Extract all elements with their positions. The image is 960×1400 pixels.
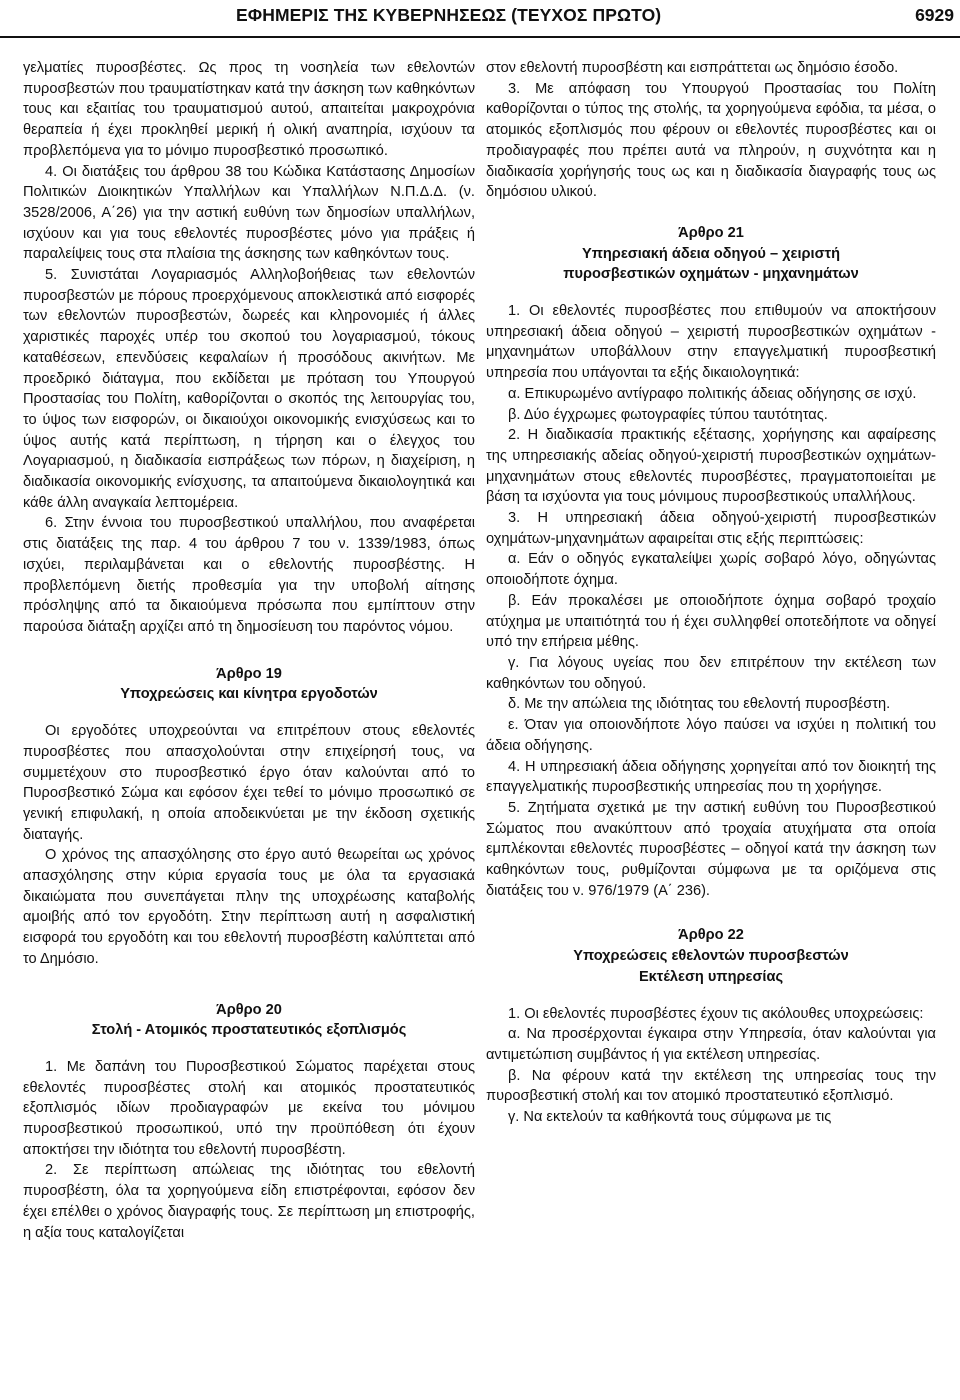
paragraph-continued: στον εθελοντή πυροσβέστη και εισπράττεται ως δημόσιο έσοδο. [486,60,899,76]
article-20-paragraph-2: 2. Σε περίπτωση απώλειας της ιδιότητας του εθελοντή πυροσβέστη, όλα τα χορηγούμενα είδη επιστρέφονται, εφόσον δεν έχει επέλθει ο χρόνος διαγραφής τους. Σε περίπτωση μη επιστροφής, η αξία τους καταλογίζεται [23,1162,475,1241]
left-column [23,58,475,1243]
article-22-item-c: γ. Να εκτελούν τα καθήκοντά τους σύμφωνα με τις [508,1109,832,1126]
paragraph-6: 6. Στην έννοια του πυροσβεστικού υπαλλήλου, που αναφέρεται στις διατάξεις της παρ. 4 του άρθρου 7 του ν. 1339/1983, όπως ισχύει, περιλαμβάνεται και ο εθελοντής πυροσβέστης. Η προβλεπόμενη διετής προθεσμία για την υποβολή αίτησης πρόσληψης από τα δικαιούμενα πρόσωπα που εμπίπτουν στην παρούσα διάταξη αρχίζει από τη δημοσίευση του παρόντος νόμου. [23,515,475,635]
article-21-paragraph-3: 3. Η υπηρεσιακή άδεια οδηγού-χειριστή πυροσβεστικών οχημάτων-μηχανημάτων αφαιρείται στις εξής περιπτώσεις: [486,510,936,547]
article-21-item-3a: α. Εάν ο οδηγός εγκαταλείψει χωρίς σοβαρό λόγο, οδηγώντας οποιοδήποτε όχημα. [486,551,936,589]
right-column [486,58,936,1128]
article-21-item-3b: β. Εάν προκαλέσει με οποιοδήποτε όχημα σοβαρό τροχαίο ατύχημα με υπαιτιότητά του ή έχει συλληφθεί οποτεδήποτε να οδηγεί υπό την επήρεια μέθης. [486,592,936,651]
article-19-number: Άρθρο 19 [216,665,282,682]
article-22-number: Άρθρο 22 [678,927,744,944]
article-21-title: Υπηρεσιακή άδεια οδηγού – χειριστή πυροσβεστικών οχημάτων - μηχανημάτων [563,245,859,283]
gazette-title: ΕΦΗΜΕΡΙΣ ΤΗΣ ΚΥΒΕΡΝΗΣΕΩΣ (ΤΕΥΧΟΣ ΠΡΩΤΟ) [236,5,662,25]
article-21-paragraph-5: 5. Ζητήματα σχετικά με την αστική ευθύνη του Πυροσβεστικού Σώματος που ανακύπτουν από τροχαία ατυχήματα στα οποία εμπλέκονται εθελοντές πυροσβέστες – οδηγοί κατά την άσκηση των καθηκόντων τους, ρυθμίζονται σύμφωνα με τα οριζόμενα στις διατάξεις του ν. 976/1979 (Α΄ 236). [486,799,936,899]
article-21-paragraph-1: 1. Οι εθελοντές πυροσβέστες που επιθυμούν να αποκτήσουν υπηρεσιακή άδεια οδηγού – χειριστή πυροσβεστικών οχημάτων - μηχανημάτων υποβάλλουν στην επαγγελματική πυροσβεστική υπηρεσία που υπάγονται τα εξής δικαιολογητικά: [486,303,936,382]
article-19 [23,664,475,970]
article-21-paragraph-2: 2. Η διαδικασία πρακτικής εξέτασης, χορήγησης και αφαίρεσης της υπηρεσιακής αδείας οδηγού-χειριστή πυροσβεστικών οχημάτων-μηχανημάτων στους εθελοντές πυροσβέστες, πραγματοποιείται με βάση τα ισχύοντα για τους μόνιμους πυροσβεστικούς υπαλλήλους. [486,427,936,506]
article-21-item-3e: ε. Όταν για οποιονδήποτε λόγο παύσει να ισχύει η πολιτική του άδεια οδήγησης. [486,717,936,754]
paragraph-3: 3. Με απόφαση του Υπουργού Προστασίας του Πολίτη καθορίζονται ο τύπος της στολής, τα χορηγούμενα εφόδια, τα μέσα, ο ατομικός εξοπλισμός που φέρουν οι εθελοντές πυροσβέστες και οι προδιαγραφές που πρέπει αυτά να πληρούν, η συχνότητα και η διαδικασία χορήγησής τους ως και η διαδικασία διαγραφής τους ως δημόσιου υλικού. [486,80,936,201]
article-19-paragraph-1: Οι εργοδότες υποχρεούνται να επιτρέπουν στους εθελοντές πυροσβέστες που απασχολούνται στην επιχείρησή τους, να συμμετέχουν στο πυροσβεστικό έργο όταν καλούνται από το Πυροσβεστικό Σώμα και εφόσον έχει τεθεί το μόνιμο προσωπικό σε γενική επιφυλακή, η οποία αποδεικνύεται με την έκδοση σχετικής διαταγής. [23,723,475,843]
article-20-number: Άρθρο 20 [216,1001,282,1018]
page-header [0,0,960,40]
article-19-title: Υποχρεώσεις και κίνητρα εργοδοτών [120,686,378,703]
paragraph-4: 4. Οι διατάξεις του άρθρου 38 του Κώδικα Κατάστασης Δημοσίων Πολιτικών Διοικητικών Υπαλλήλων και Υπαλλήλων Ν.Π.Δ.Δ. (ν. 3528/2006, Α΄26) για την αστική ευθύνη των δημοσίων υπαλλήλων, ισχύουν και για τους εθελοντές πυροσβέστες μόνο για πράξεις ή παραλείψεις τους στα πλαίσια της άσκησης των καθηκόντων τους. [23,163,475,263]
article-21-item-3c: γ. Για λόγους υγείας που δεν επιτρέπουν την εκτέλεση των καθηκόντων του οδηγού. [486,654,936,692]
article-21-item-3d: δ. Με την απώλεια της ιδιότητας του εθελοντή πυροσβέστη. [508,696,891,713]
article-22 [486,925,936,1127]
paragraph-5: 5. Συνιστάται Λογαριασμός Αλληλοβοήθειας των εθελοντών πυροσβεστών με πόρους προερχόμενους αποκλειστικά από εισφορές των εθελοντών πυροσβεστών, δωρεές και κληρονομιές ή άλλες χαριστικές παροχές υπέρ του σκοπού του λογαριασμού, τόκους καταθέσεων, επενδύσεις κεφαλαίων ή προσόδους ακινήτων. Με προεδρικό διάταγμα, που εκδίδεται με πρόταση του Υπουργού Προστασίας του Πολίτη, καθορίζονται ο σκοπός της λειτουργίας του, το ύψος των εισφορών, οι δικαιούχοι οικονομικής ενισχύσεως και το ύψος αυτής κατά περίπτωση, η τήρηση και ο έλεγχος του Λογαριασμού, η διαδικασία εισπράξεως των πόρων, η διαχείριση, η διαδικασία οικονομικής ενίσχυσης, τα απαιτούμενα δικαιολογητικά και κάθε άλλη αναγκαία λεπτομέρεια. [23,267,475,511]
article-21 [486,223,936,902]
paragraph-continued: γελματίες πυροσβέστες. Ως προς τη νοσηλεία των εθελοντών πυροσβεστών που τραυματίστηκαν κατά την άσκηση των καθηκόντων τους και εξαιτίας του τραυματισμού αυτού, απαιτείται μακροχρόνια θεραπεία ή έχει προκληθεί μερική ή ολική αναπηρία, ισχύουν τα προβλεπόμενα για το μόνιμο πυροσβεστικό προσωπικό. [23,60,475,159]
article-20-title: Στολή - Ατομικός προστατευτικός εξοπλισμός [91,1022,407,1039]
article-21-item-b: β. Δύο έγχρωμες φωτογραφίες τύπου ταυτότητας. [508,406,828,423]
article-19-paragraph-2: Ο χρόνος της απασχόλησης στο έργο αυτό θεωρείται ως χρόνος απασχόλησης στην κύρια εργασία τους με όλα τα εργασιακά δικαιώματα που συνεπάγεται πλην της υποχρέωσης καταβολής αμοιβής από τον εργοδότη. Στην περίπτωση αυτή η ασφαλιστική εισφορά του εργοδότη και του εθελοντή πυροσβέστη καλύπτεται από το Δημόσιο. [23,847,475,967]
article-21-item-a: α. Επικυρωμένο αντίγραφο πολιτικής άδειας οδήγησης σε ισχύ. [508,385,917,402]
article-20-paragraph-1: 1. Με δαπάνη του Πυροσβεστικού Σώματος παρέχεται στους εθελοντές πυροσβέστες στολή και ατομικός προστατευτικός εξοπλισμός ιδίων προδιαγραφών με εκείνα του μόνιμου πυροσβεστικού προσωπικού, υπό την προϋπόθεση ότι έχουν αποκτήσει την ιδιότητα του εθελοντή πυροσβέστη. [23,1058,475,1158]
page-number: 6929 [915,5,954,25]
article-22-item-b: β. Να φέρουν κατά την εκτέλεση της υπηρεσίας τους την πυροσβεστική στολή και τον ατομικό προστατευτικό εξοπλισμό. [486,1067,936,1105]
header-divider [0,36,960,38]
article-21-number: Άρθρο 21 [678,224,744,241]
article-22-item-a: α. Να προσέρχονται έγκαιρα στην Υπηρεσία, όταν καλούνται για αντιμετώπιση συμβάντος ή για εκτέλεση υπηρεσίας. [486,1026,936,1063]
article-21-paragraph-4: 4. Η υπηρεσιακή άδεια οδήγησης χορηγείται από τον διοικητή της επαγγελματικής πυροσβεστικής υπηρεσίας που τη χορήγησε. [486,758,936,796]
article-22-paragraph-1: 1. Οι εθελοντές πυροσβέστες έχουν τις ακόλουθες υποχρεώσεις: [508,1005,924,1022]
article-22-title: Υποχρεώσεις εθελοντών πυροσβεστών Εκτέλεση υπηρεσίας [573,948,849,985]
article-20 [23,1000,475,1244]
